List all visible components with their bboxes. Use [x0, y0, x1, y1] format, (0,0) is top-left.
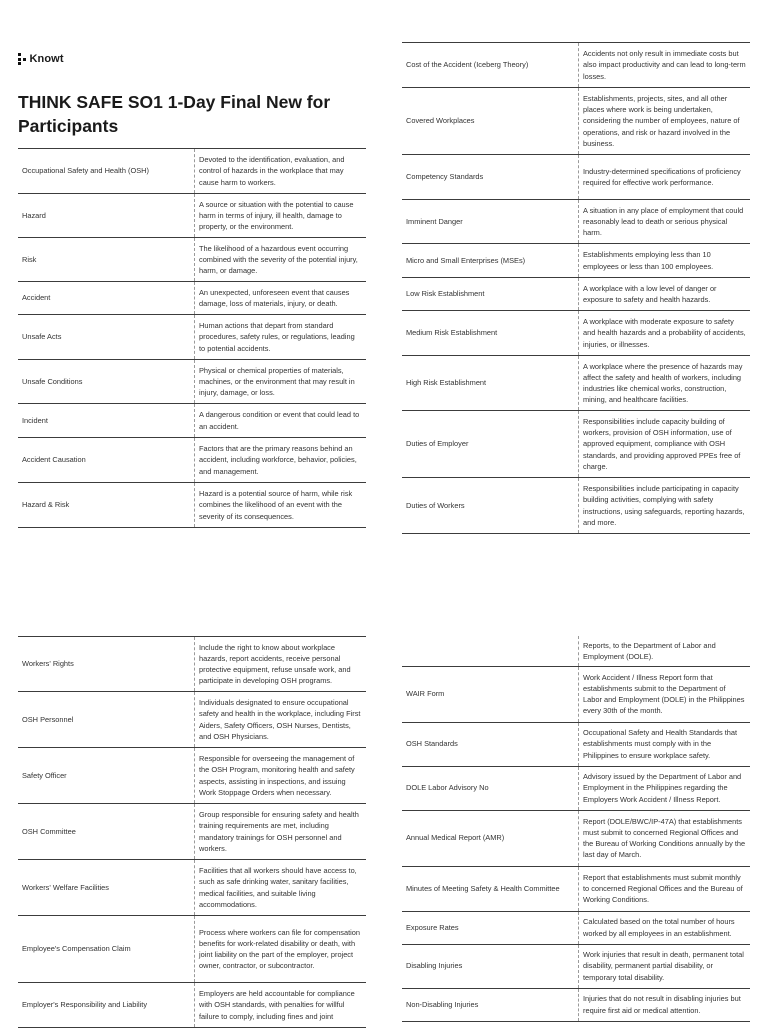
flashcard-row [18, 404, 366, 438]
flashcard-row [402, 636, 750, 666]
flashcard-row [18, 194, 366, 238]
flashcard-definition: Report (DOLE/BWC/IP-47A) that establishments must submit to concerned Regional Offices and the Bureau of Working Conditions annually by the last day of March. [579, 810, 751, 866]
flashcard-term: Employee's Compensation Claim [22, 944, 131, 954]
flashcard-definition: A source or situation with the potential to cause harm in terms of injury, ill health, damage to property, or the environment. [195, 194, 367, 238]
flashcard-definition: Work Accident / Illness Report form that establishments submit to the Department of Labor and Employment (DOLE) in the Philippines every 30th of the month. [579, 666, 751, 722]
flashcard-row [18, 748, 366, 804]
flashcard-definition: Report that establishments must submit monthly to concerned Regional Offices and the Bureau of Working Conditions. [579, 866, 751, 911]
flashcard-term: Accident Causation [22, 455, 86, 465]
flashcard-term: Disabling Injuries [406, 961, 463, 971]
flashcard-row [18, 804, 366, 860]
flashcard-row [402, 810, 750, 866]
flashcard-row [402, 944, 750, 988]
flashcard-definition: Human actions that depart from standard procedures, safety rules, or regulations, leading to potential accidents. [195, 315, 367, 360]
flashcard-term: Non-Disabling Injuries [406, 999, 479, 1009]
flashcard-row [402, 244, 750, 278]
flashcard-definition: A workplace where the presence of hazards may affect the safety and health of workers, including industries like chemical works, construction, mining, and healthcare facilities. [579, 356, 751, 411]
flashcard-table-4 [402, 636, 750, 1022]
knowt-logo [18, 53, 64, 65]
flashcard-definition: Calculated based on the total number of hours worked by all employees in an establishment. [579, 911, 751, 944]
flashcard-definition: Facilities that all workers should have access to, such as safe drinking water, sanitary facilities, medical facilities, and suitable living accommodations. [195, 860, 367, 916]
flashcard-row [402, 200, 750, 244]
flashcard-term: Minutes of Meeting Safety & Health Committee [406, 883, 560, 893]
flashcard-row [18, 692, 366, 748]
brand-name: Knowt [29, 53, 64, 65]
flashcard-definition: Advisory issued by the Department of Labor and Employment in the Philippines regarding the Employers Work Accident / Illness Report. [579, 766, 751, 810]
flashcard-definition: Process where workers can file for compensation benefits for work-related disability or death, with joint liability on the part of the employer, project owner, contractor, or subcontractor. [195, 916, 367, 983]
flashcard-row [402, 988, 750, 1021]
flashcard-term: DOLE Labor Advisory No [406, 783, 489, 793]
flashcard-definition: Occupational Safety and Health Standards that establishments must comply with in the Philippines to ensure workplace safety. [579, 722, 751, 766]
flashcard-definition: Industry-determined specifications of proficiency required for effective work performance. [579, 155, 751, 200]
flashcard-row [402, 666, 750, 722]
flashcard-row [18, 315, 366, 360]
flashcard-term: Micro and Small Enterprises (MSEs) [406, 255, 526, 265]
flashcard-term: Duties of Employer [406, 439, 469, 449]
flashcard-term: Accident [22, 293, 51, 303]
flashcard-row [18, 483, 366, 528]
flashcard-row [18, 916, 366, 983]
flashcard-term: WAIR Form [406, 689, 445, 699]
flashcard-row [18, 149, 366, 194]
flashcard-term: Risk [22, 254, 37, 264]
flashcard-row [18, 637, 366, 692]
flashcard-definition: The likelihood of a hazardous event occurring combined with the severity of the potential injury, harm, or damage. [195, 238, 367, 282]
flashcard-definition: Devoted to the identification, evaluation, and control of hazards in the workplace that may cause harm to workers. [195, 149, 367, 194]
flashcard-term: Safety Officer [22, 770, 67, 780]
flashcard-definition: A workplace with a low level of danger or exposure to safety and health hazards. [579, 278, 751, 311]
flashcard-term: Unsafe Conditions [22, 376, 83, 386]
flashcard-row [402, 766, 750, 810]
flashcard-row [402, 155, 750, 200]
flashcard-row [18, 238, 366, 282]
flashcard-term: Employer's Responsibility and Liability [22, 1000, 148, 1010]
flashcard-row [402, 311, 750, 356]
flashcard-term: Competency Standards [406, 172, 484, 182]
flashcard-definition: A workplace with moderate exposure to safety and health hazards and a probability of accidents, injuries, or illnesses. [579, 311, 751, 356]
flashcard-definition: An unexpected, unforeseen event that causes damage, loss of materials, injury, or death. [195, 282, 367, 315]
flashcard-term: OSH Standards [406, 739, 458, 749]
flashcard-term: OSH Personnel [22, 714, 74, 724]
knowt-logo-icon [18, 53, 26, 65]
flashcard-term: Occupational Safety and Health (OSH) [22, 166, 149, 176]
flashcard-term: Hazard & Risk [22, 500, 70, 510]
flashcard-term: Imminent Danger [406, 216, 463, 226]
flashcard-definition: Injuries that do not result in disabling injuries but require first aid or medical attention. [579, 988, 751, 1021]
flashcard-row [402, 478, 750, 534]
flashcard-row [402, 911, 750, 944]
flashcard-definition: Factors that are the primary reasons behind an accident, including workforce, behavior, policies, and management. [195, 438, 367, 483]
flashcard-definition: Work injuries that result in death, permanent total disability, permanent partial disability, or temporary total disability. [579, 944, 751, 988]
flashcard-table-2 [402, 42, 750, 534]
flashcard-definition: A dangerous condition or event that could lead to an accident. [195, 404, 367, 438]
flashcard-row [402, 411, 750, 478]
flashcard-row [402, 356, 750, 411]
flashcard-row [402, 88, 750, 155]
flashcard-term: Cost of the Accident (Iceberg Theory) [406, 60, 529, 70]
flashcard-term: OSH Committee [22, 826, 76, 836]
flashcard-definition: Establishments employing less than 10 employees or less than 100 employees. [579, 244, 751, 278]
flashcard-term: Medium Risk Establishment [406, 328, 498, 338]
flashcard-table-1 [18, 148, 366, 528]
flashcard-row [18, 438, 366, 483]
flashcard-definition: Individuals designated to ensure occupational safety and health in the workplace, including First Aiders, Safety Officers, OSH Nurses, Dentists, and OSH Physicians. [195, 692, 367, 748]
flashcard-term: Incident [22, 415, 48, 425]
flashcard-row [18, 983, 366, 1028]
page-title: THINK SAFE SO1 1-Day Final New for Participants [18, 92, 331, 136]
flashcard-definition: Hazard is a potential source of harm, while risk combines the likelihood of an event with the severity of its consequences. [195, 483, 367, 528]
flashcard-definition: A situation in any place of employment that could reasonably lead to death or serious physical harm. [579, 200, 751, 244]
flashcard-definition: Group responsible for ensuring safety and health training requirements are met, including mandatory trainings for OSH personnel and workers. [195, 804, 367, 860]
flashcard-term: Workers' Rights [22, 659, 74, 669]
flashcard-term: Unsafe Acts [22, 332, 62, 342]
flashcard-term: Covered Workplaces [406, 116, 475, 126]
flashcard-definition: Physical or chemical properties of materials, machines, or the environment that may result in injury, damage, or loss. [195, 360, 367, 404]
flashcard-term: Exposure Rates [406, 922, 459, 932]
flashcard-definition: Responsible for overseeing the management of the OSH Program, monitoring health and safety aspects, assisting in inspections, and issuing Work Stoppage Orders when necessary. [195, 748, 367, 804]
flashcard-term [402, 636, 579, 666]
flashcard-term: Low Risk Establishment [406, 289, 485, 299]
flashcard-table-3 [18, 636, 366, 1028]
flashcard-row [402, 866, 750, 911]
flashcard-definition: Responsibilities include participating in capacity building activities, complying with safety instructions, using safeguards, reporting hazards, and more. [579, 478, 751, 534]
flashcard-definition: Employers are held accountable for compliance with OSH standards, with penalties for willful failure to comply, including fines and joint [195, 983, 367, 1028]
flashcard-definition: Accidents not only result in immediate costs but also impact productivity and can lead to long-term losses. [579, 43, 751, 88]
flashcard-row [402, 278, 750, 311]
flashcard-row [18, 860, 366, 916]
flashcard-row [402, 722, 750, 766]
flashcard-term: Hazard [22, 210, 46, 220]
flashcard-row [402, 43, 750, 88]
flashcard-term: Workers' Welfare Facilities [22, 882, 109, 892]
flashcard-row [18, 360, 366, 404]
flashcard-definition: Reports, to the Department of Labor and Employment (DOLE). [579, 636, 751, 666]
flashcard-definition: Establishments, projects, sites, and all other places where work is being undertaken, considering the number of employees, nature of operations, and risk or hazard involved in the business. [579, 88, 751, 155]
flashcard-definition: Responsibilities include capacity building of workers, provision of OSH information, use of approved equipment, compliance with OSH standards, and providing approved PPEs free of charge. [579, 411, 751, 478]
flashcard-term: High Risk Establishment [406, 378, 487, 388]
flashcard-term: Annual Medical Report (AMR) [406, 833, 505, 843]
flashcard-term: Duties of Workers [406, 500, 465, 510]
flashcard-row [18, 282, 366, 315]
flashcard-definition: Include the right to know about workplace hazards, report accidents, receive personal protective equipment, refuse unsafe work, and participate in developing OSH programs. [195, 637, 367, 692]
